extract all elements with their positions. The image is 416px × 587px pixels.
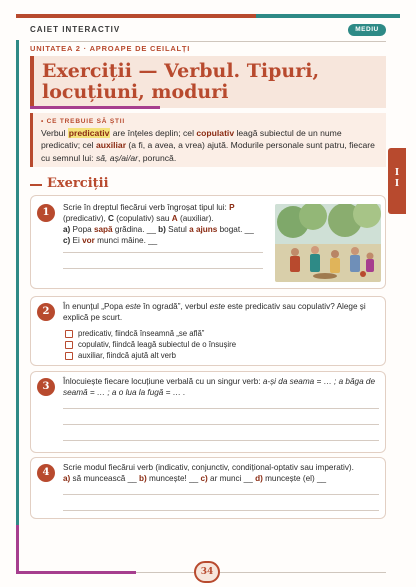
bold-verb: vor [82, 236, 95, 245]
item-label: b) [139, 474, 147, 483]
exercise-card-3 [30, 371, 386, 453]
note-text: (a fi, a avea, a vrea) ajută. Modurile personale sunt patru, fiecare cu semnul lui: [41, 140, 375, 163]
item-label: c) [63, 236, 71, 245]
answer-line[interactable] [63, 494, 379, 495]
answer-line[interactable] [63, 424, 379, 425]
answer-line[interactable] [63, 252, 263, 253]
emphasis: este [209, 302, 226, 311]
option-label: copulativ, fiindcă leagă subiectul de o însușire [78, 340, 237, 349]
mood-markers: să, aș/ai/ar [95, 152, 138, 163]
header-divider [30, 41, 386, 42]
title-block [30, 56, 386, 108]
unit-label: UNITATEA 2 · APROAPE DE CEILALȚI [30, 44, 191, 53]
text: (copulativ) sau [113, 214, 172, 223]
item-label: b) [158, 225, 166, 234]
item-label: d) [255, 474, 263, 483]
left-margin-bar [16, 40, 19, 525]
note-body [41, 127, 381, 164]
exercise-card-1 [30, 195, 386, 289]
code-p: P [229, 203, 235, 212]
text: Satul [165, 225, 190, 234]
exercise-number: 1 [37, 204, 55, 222]
exercise-number: 4 [37, 464, 55, 482]
title-underline [30, 106, 160, 109]
illustration-svg [275, 204, 381, 282]
code-a: A [171, 214, 178, 223]
item-label: a) [63, 225, 71, 234]
level-badge: MEDIU [348, 24, 386, 36]
text: În enunțul „Popa [63, 302, 126, 311]
note-heading: • CE TREBUIE SĂ ȘTII [41, 118, 126, 125]
text: Scrie modul fiecărui verb (indicativ, conjunctiv, condițional-optativ sau imperativ). [63, 463, 354, 472]
text: Scrie în dreptul fiecărui verb îngroșat tipul lui: [63, 203, 230, 212]
page-number: 34 [194, 561, 220, 583]
locutions: a-și da seama = … ; a băga de seamă = … ; a o lua la fugă = … . [63, 377, 376, 397]
answer-line[interactable] [63, 440, 379, 441]
item-label: c) [200, 474, 208, 483]
exercise-3-text [63, 376, 381, 398]
option-label: predicativ, fiindcă înseamnă „se află” [78, 329, 205, 338]
page-header [30, 24, 386, 38]
exercise-card-4 [30, 457, 386, 519]
text: bogat. __ [217, 225, 254, 234]
text: în ogradă”, verbul [140, 302, 210, 311]
text: Popa [70, 225, 94, 234]
code-c: C [108, 214, 114, 223]
checkbox[interactable] [65, 330, 73, 338]
text: grădina. __ [112, 225, 156, 234]
text: munci mâine. __ [94, 236, 158, 245]
page-title: Exerciții — Verbul. Tipuri, locuțiuni, moduri [42, 60, 320, 103]
section-dash [30, 184, 42, 186]
section-title: Exerciții [47, 176, 109, 191]
bold-verb: a ajuns [189, 225, 218, 234]
checkbox[interactable] [65, 341, 73, 349]
text: să muncească __ [70, 474, 140, 483]
item-label: a) [63, 474, 71, 483]
emphasis: este [125, 302, 141, 311]
exercise-2-text [63, 301, 381, 323]
text: ar munci __ [207, 474, 256, 483]
text: (predicativ), [63, 214, 109, 223]
exercise-4-text [63, 462, 381, 484]
chapter-tab[interactable] [388, 148, 406, 214]
text: Ei [70, 236, 83, 245]
option-label: auxiliar, fiindcă ajută alt verb [78, 351, 176, 360]
term-auxiliar: auxiliar [95, 140, 127, 151]
top-accent-bar [16, 14, 256, 18]
village-scene-illustration [275, 204, 381, 282]
text: Înlocuiește fiecare locuțiune verbală cu un singur verb: [63, 377, 263, 386]
text: (auxiliar). [177, 214, 214, 223]
exercise-card-2 [30, 296, 386, 366]
bold-verb: sapă [93, 225, 113, 234]
note-text: Verbul [41, 128, 68, 138]
answer-line[interactable] [63, 268, 263, 269]
checkbox[interactable] [65, 352, 73, 360]
top-accent-bar-teal [256, 14, 400, 18]
exercise-number: 3 [37, 378, 55, 396]
theory-note [30, 113, 386, 167]
bottom-accent-bar [16, 571, 136, 574]
term-copulativ: copulativ [196, 128, 235, 138]
exercise-number: 2 [37, 303, 55, 321]
text: muncește! __ [146, 474, 201, 483]
answer-line[interactable] [63, 408, 379, 409]
text: este predicativ sau copulativ? Alege și explică pe scurt. [63, 302, 366, 322]
note-text: , poruncă. [137, 152, 177, 163]
chapter-tab-label: I I [394, 168, 400, 189]
left-margin-bar-accent [16, 525, 19, 573]
note-text: are înțeles deplin; cel [110, 128, 197, 138]
term-predicativ: predicativ [68, 128, 110, 138]
answer-line[interactable] [63, 510, 379, 511]
exercise-1-text [63, 202, 269, 246]
note-text: leagă subiectul de un nume predicativ; cel [41, 128, 342, 151]
text: muncește (el) __ [262, 474, 327, 483]
workbook-label: CAIET INTERACTIV [30, 25, 121, 34]
footer-line [136, 572, 386, 573]
